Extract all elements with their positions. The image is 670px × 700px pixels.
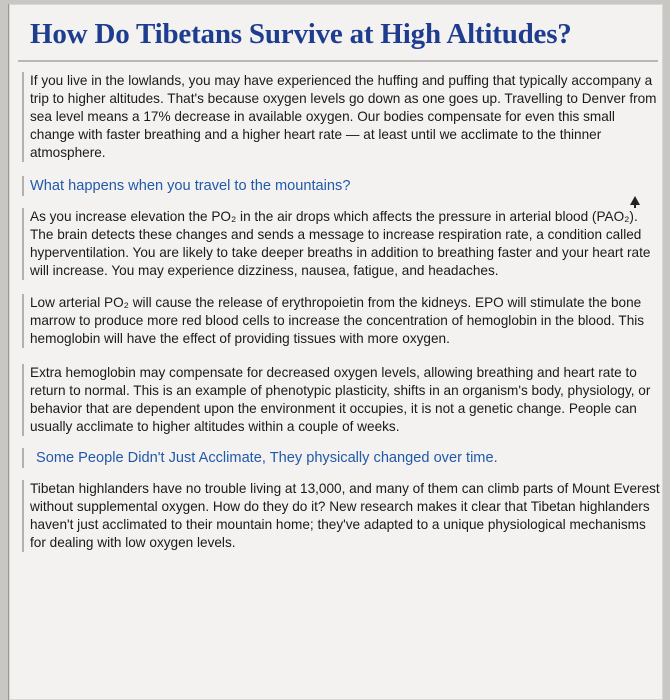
title-divider: [18, 60, 658, 62]
paragraph-3: Low arterial PO₂ will cause the release of erythropoietin from the kidneys. EPO will stimulate the bone marrow to produce more red blood cells to increase the concentration of hemoglobin in the blood. This hemoglobin will have the effect of providing tissues with more oxygen.: [30, 295, 645, 346]
paragraph-1: If you live in the lowlands, you may have experienced the huffing and puffing that typically accompany a trip to higher altitudes. That's because oxygen levels go down as one goes up. Travelling to Denver from sea level means a 17% decrease in available oxygen. Our bodies compensate for even this small change with faster breathing and a higher heart rate — at least until we acclimate to the thinner atmosphere.: [30, 73, 657, 160]
paragraph-4: Extra hemoglobin may compensate for decreased oxygen levels, allowing breathing and heart rate to return to normal. This is an example of phenotypic plasticity, shifts in an organism's body, physiology, or behavior that are dependent upon the environment it occupies, it is not a genetic change. People can usually acclimate to higher altitudes within a couple of weeks.: [30, 365, 651, 434]
article: [20, 18, 660, 552]
paragraph-2: As you increase elevation the PO₂ in the air drops which affects the pressure in arterial blood (PAO₂). The brain detects these changes and sends a message to increase respiration rate, a condition called hyperventilation. You are likely to take deeper breaths in addition to breathing faster and your heart rate will increase. You may experience dizziness, nausea, fatigue, and headaches.: [30, 209, 651, 278]
heading-2-text: Some People Didn't Just Acclimate, They physically changed over time.: [36, 450, 498, 466]
mouse-cursor-icon: [630, 196, 640, 205]
paragraph-5: Tibetan highlanders have no trouble living at 13,000, and many of them can climb parts of Mount Everest without supplemental oxygen. How do they do it? New research makes it clear that Tibetan highlanders haven't just acclimated to their mountain home; they've adapted to a unique physiological mechanisms for dealing with low oxygen levels.: [30, 481, 660, 550]
section-heading-adaptation: [22, 448, 660, 468]
paragraph-2-block: [22, 208, 660, 280]
article-title: How Do Tibetans Survive at High Altitudes?: [30, 18, 572, 50]
paragraph-3-block: [22, 294, 660, 348]
section-heading-mountains: [22, 176, 660, 196]
heading-1-text: What happens when you travel to the mountains?: [30, 178, 351, 194]
paragraph-1-block: [22, 72, 660, 162]
paragraph-4-block: [22, 364, 660, 436]
paragraph-5-block: [22, 480, 660, 552]
